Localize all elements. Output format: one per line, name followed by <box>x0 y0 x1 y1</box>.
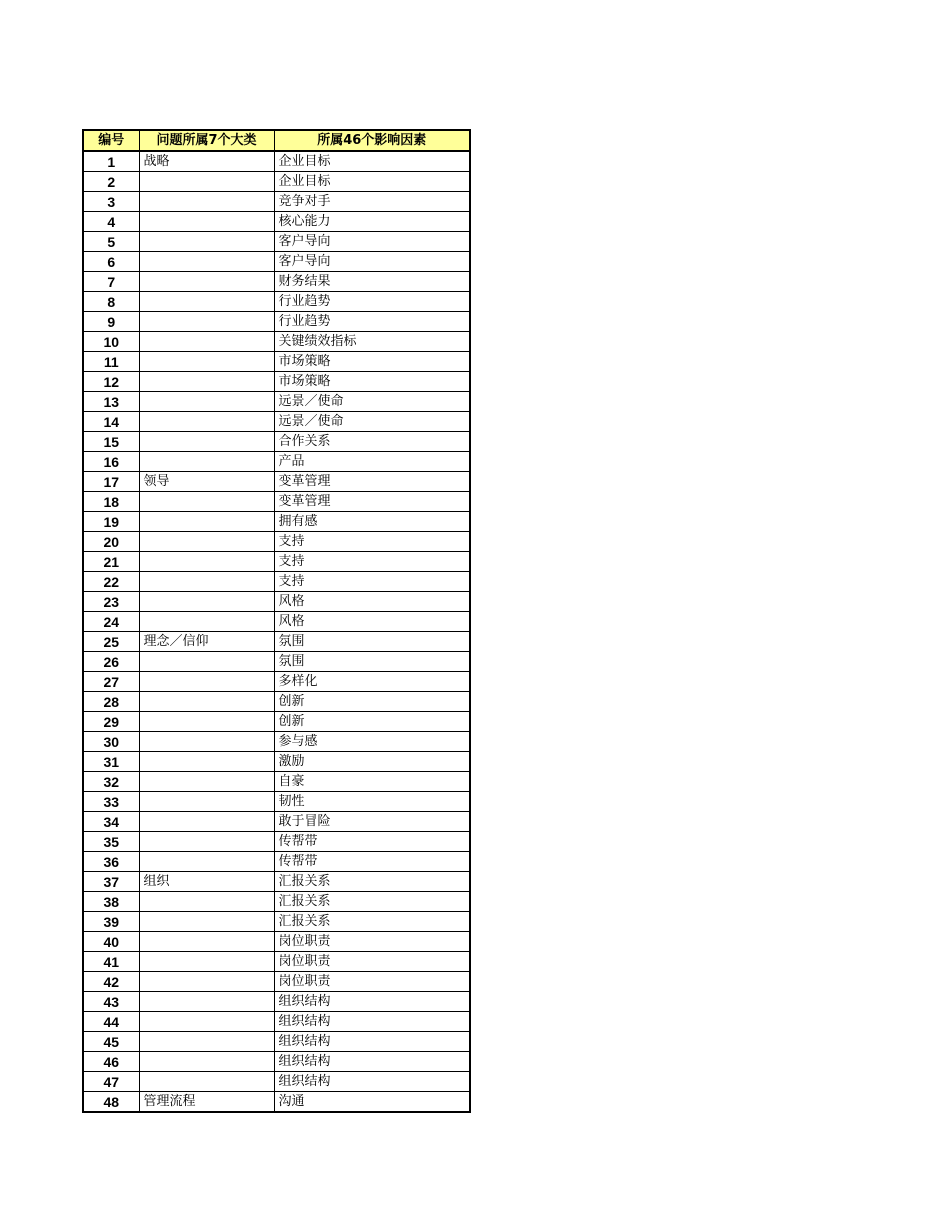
row-number: 3 <box>83 192 139 212</box>
row-number: 5 <box>83 232 139 252</box>
row-category <box>139 532 274 552</box>
row-category <box>139 972 274 992</box>
table-row <box>83 492 470 512</box>
row-category: 理念／信仰 <box>139 632 274 652</box>
row-category <box>139 912 274 932</box>
row-factor: 组织结构 <box>274 1012 470 1032</box>
table-row <box>83 932 470 952</box>
row-number: 18 <box>83 492 139 512</box>
row-category <box>139 832 274 852</box>
table-row <box>83 992 470 1012</box>
row-category <box>139 412 274 432</box>
row-factor: 合作关系 <box>274 432 470 452</box>
row-category: 管理流程 <box>139 1092 274 1113</box>
row-number: 7 <box>83 272 139 292</box>
row-category <box>139 192 274 212</box>
row-factor: 支持 <box>274 552 470 572</box>
row-number: 40 <box>83 932 139 952</box>
row-category <box>139 932 274 952</box>
row-factor: 汇报关系 <box>274 872 470 892</box>
table-row <box>83 292 470 312</box>
row-number: 22 <box>83 572 139 592</box>
row-factor: 拥有感 <box>274 512 470 532</box>
header-row <box>83 130 470 151</box>
row-factor: 岗位职责 <box>274 932 470 952</box>
row-factor: 支持 <box>274 572 470 592</box>
table-row <box>83 952 470 972</box>
row-number: 43 <box>83 992 139 1012</box>
row-category <box>139 812 274 832</box>
row-factor: 行业趋势 <box>274 292 470 312</box>
table-row <box>83 512 470 532</box>
table-row <box>83 812 470 832</box>
row-factor: 市场策略 <box>274 372 470 392</box>
table-row <box>83 1032 470 1052</box>
row-factor: 客户导向 <box>274 232 470 252</box>
table-row <box>83 752 470 772</box>
row-category <box>139 592 274 612</box>
row-category <box>139 792 274 812</box>
row-number: 32 <box>83 772 139 792</box>
row-factor: 韧性 <box>274 792 470 812</box>
row-number: 42 <box>83 972 139 992</box>
row-number: 11 <box>83 352 139 372</box>
table-row <box>83 412 470 432</box>
row-category <box>139 852 274 872</box>
row-factor: 竞争对手 <box>274 192 470 212</box>
table-row <box>83 1072 470 1092</box>
row-category <box>139 352 274 372</box>
row-category <box>139 312 274 332</box>
row-factor: 客户导向 <box>274 252 470 272</box>
row-factor: 激励 <box>274 752 470 772</box>
table-row <box>83 1092 470 1113</box>
row-factor: 企业目标 <box>274 151 470 172</box>
row-category <box>139 252 274 272</box>
table-row <box>83 692 470 712</box>
table-row <box>83 352 470 372</box>
table-row <box>83 232 470 252</box>
row-factor: 关键绩效指标 <box>274 332 470 352</box>
row-factor: 组织结构 <box>274 1072 470 1092</box>
table-row <box>83 632 470 652</box>
row-factor: 行业趋势 <box>274 312 470 332</box>
row-factor: 组织结构 <box>274 1052 470 1072</box>
table-row <box>83 1052 470 1072</box>
row-number: 33 <box>83 792 139 812</box>
row-category <box>139 952 274 972</box>
row-category <box>139 692 274 712</box>
row-number: 1 <box>83 151 139 172</box>
row-number: 35 <box>83 832 139 852</box>
table-row <box>83 392 470 412</box>
row-factor: 风格 <box>274 592 470 612</box>
header-category: 问题所属7个大类 <box>139 130 274 151</box>
row-number: 48 <box>83 1092 139 1113</box>
table-row <box>83 432 470 452</box>
row-number: 19 <box>83 512 139 532</box>
table-row <box>83 151 470 172</box>
table-row <box>83 832 470 852</box>
row-number: 29 <box>83 712 139 732</box>
table-body <box>83 151 470 1112</box>
row-factor: 财务结果 <box>274 272 470 292</box>
row-factor: 敢于冒险 <box>274 812 470 832</box>
table-row <box>83 972 470 992</box>
row-number: 31 <box>83 752 139 772</box>
table-row <box>83 712 470 732</box>
row-factor: 汇报关系 <box>274 912 470 932</box>
table-row <box>83 252 470 272</box>
row-number: 47 <box>83 1072 139 1092</box>
factor-table <box>82 129 471 1113</box>
row-factor: 岗位职责 <box>274 952 470 972</box>
table-row <box>83 452 470 472</box>
row-factor: 组织结构 <box>274 992 470 1012</box>
header-number: 编号 <box>83 130 139 151</box>
table-row <box>83 212 470 232</box>
row-category <box>139 772 274 792</box>
row-number: 16 <box>83 452 139 472</box>
table-row <box>83 612 470 632</box>
row-number: 2 <box>83 172 139 192</box>
row-factor: 沟通 <box>274 1092 470 1113</box>
row-category <box>139 372 274 392</box>
table-row <box>83 672 470 692</box>
row-category <box>139 712 274 732</box>
row-factor: 岗位职责 <box>274 972 470 992</box>
row-category <box>139 612 274 632</box>
row-category <box>139 232 274 252</box>
row-category <box>139 212 274 232</box>
row-factor: 创新 <box>274 692 470 712</box>
row-category <box>139 1072 274 1092</box>
row-number: 12 <box>83 372 139 392</box>
row-category <box>139 392 274 412</box>
row-number: 37 <box>83 872 139 892</box>
row-number: 39 <box>83 912 139 932</box>
row-number: 45 <box>83 1032 139 1052</box>
row-factor: 传帮带 <box>274 832 470 852</box>
row-number: 28 <box>83 692 139 712</box>
row-factor: 汇报关系 <box>274 892 470 912</box>
row-factor: 变革管理 <box>274 492 470 512</box>
row-category <box>139 652 274 672</box>
row-category <box>139 552 274 572</box>
row-category <box>139 572 274 592</box>
row-number: 14 <box>83 412 139 432</box>
row-category <box>139 492 274 512</box>
row-number: 23 <box>83 592 139 612</box>
row-category <box>139 452 274 472</box>
row-number: 26 <box>83 652 139 672</box>
table-row <box>83 272 470 292</box>
row-number: 44 <box>83 1012 139 1032</box>
row-number: 17 <box>83 472 139 492</box>
row-number: 34 <box>83 812 139 832</box>
row-category <box>139 732 274 752</box>
table-row <box>83 872 470 892</box>
row-category <box>139 172 274 192</box>
row-category: 战略 <box>139 151 274 172</box>
table-row <box>83 592 470 612</box>
row-category <box>139 512 274 532</box>
row-number: 24 <box>83 612 139 632</box>
row-factor: 变革管理 <box>274 472 470 492</box>
row-number: 9 <box>83 312 139 332</box>
table-row <box>83 172 470 192</box>
row-factor: 传帮带 <box>274 852 470 872</box>
row-category <box>139 992 274 1012</box>
table-row <box>83 852 470 872</box>
row-factor: 风格 <box>274 612 470 632</box>
table-row <box>83 912 470 932</box>
row-category: 组织 <box>139 872 274 892</box>
row-number: 8 <box>83 292 139 312</box>
row-factor: 参与感 <box>274 732 470 752</box>
table-row <box>83 332 470 352</box>
row-number: 36 <box>83 852 139 872</box>
row-number: 4 <box>83 212 139 232</box>
row-category <box>139 1012 274 1032</box>
row-category <box>139 752 274 772</box>
row-number: 38 <box>83 892 139 912</box>
row-number: 30 <box>83 732 139 752</box>
row-category <box>139 1052 274 1072</box>
row-factor: 创新 <box>274 712 470 732</box>
table-row <box>83 772 470 792</box>
table-row <box>83 312 470 332</box>
row-number: 20 <box>83 532 139 552</box>
row-category <box>139 292 274 312</box>
row-factor: 组织结构 <box>274 1032 470 1052</box>
row-category <box>139 332 274 352</box>
row-number: 41 <box>83 952 139 972</box>
row-number: 6 <box>83 252 139 272</box>
row-factor: 自豪 <box>274 772 470 792</box>
row-factor: 氛围 <box>274 632 470 652</box>
table-row <box>83 192 470 212</box>
row-factor: 产品 <box>274 452 470 472</box>
table-row <box>83 472 470 492</box>
row-factor: 企业目标 <box>274 172 470 192</box>
row-number: 10 <box>83 332 139 352</box>
table-row <box>83 572 470 592</box>
row-factor: 远景／使命 <box>274 392 470 412</box>
row-category: 领导 <box>139 472 274 492</box>
row-number: 13 <box>83 392 139 412</box>
header-factor: 所属46个影响因素 <box>274 130 470 151</box>
table-row <box>83 372 470 392</box>
row-number: 21 <box>83 552 139 572</box>
row-factor: 核心能力 <box>274 212 470 232</box>
table-row <box>83 652 470 672</box>
row-factor: 远景／使命 <box>274 412 470 432</box>
row-number: 27 <box>83 672 139 692</box>
table-row <box>83 552 470 572</box>
row-factor: 多样化 <box>274 672 470 692</box>
row-category <box>139 892 274 912</box>
table-row <box>83 792 470 812</box>
row-category <box>139 272 274 292</box>
row-factor: 市场策略 <box>274 352 470 372</box>
row-number: 46 <box>83 1052 139 1072</box>
row-number: 25 <box>83 632 139 652</box>
row-factor: 支持 <box>274 532 470 552</box>
table-row <box>83 1012 470 1032</box>
row-factor: 氛围 <box>274 652 470 672</box>
table-row <box>83 732 470 752</box>
row-category <box>139 432 274 452</box>
table-row <box>83 892 470 912</box>
table-row <box>83 532 470 552</box>
row-category <box>139 1032 274 1052</box>
row-category <box>139 672 274 692</box>
row-number: 15 <box>83 432 139 452</box>
